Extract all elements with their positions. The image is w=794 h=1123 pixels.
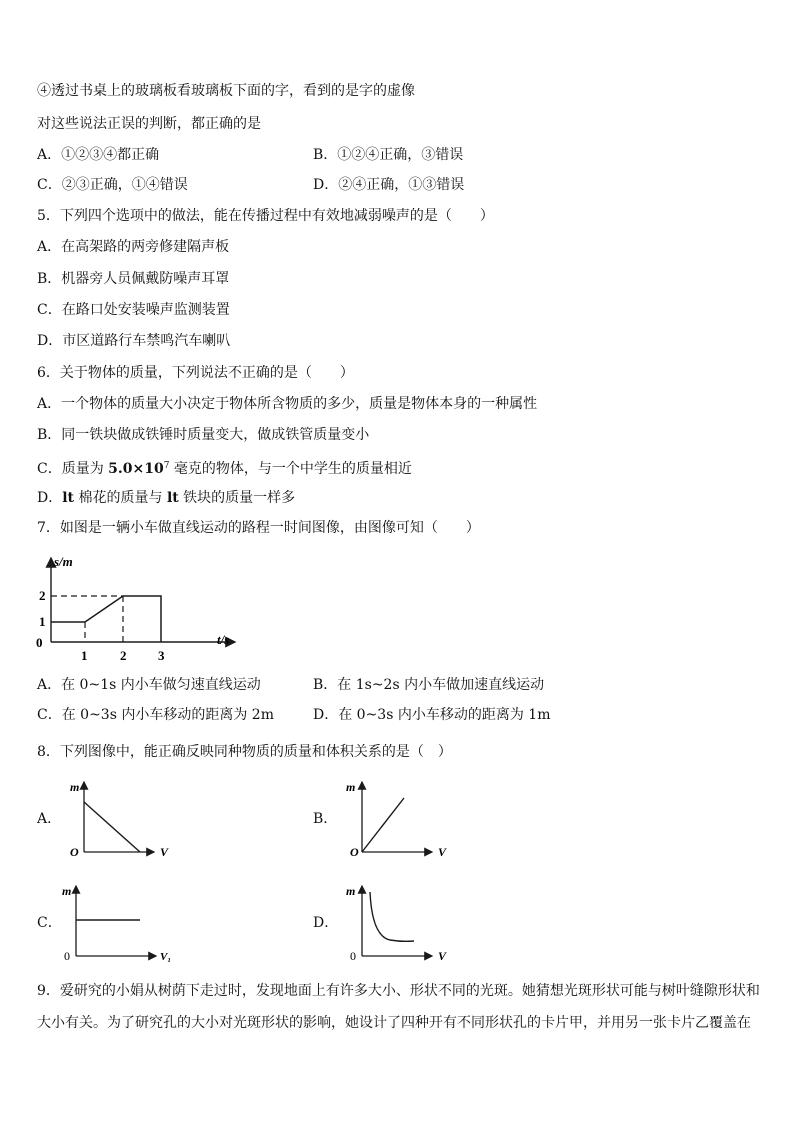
q8a-graph-line bbox=[84, 802, 140, 852]
q8-graph-b bbox=[338, 776, 458, 860]
q7-xtick-2: 2 bbox=[120, 648, 127, 663]
q6-option-a: A．一个物体的质量大小决定于物体所含物质的多少，质量是物体本身的一种属性 bbox=[37, 396, 538, 412]
q4-option-a: A．①②③④都正确 bbox=[37, 147, 160, 163]
q7-xtick-1: 1 bbox=[81, 648, 88, 663]
q7-option-d: D．在 0~3s 内小车移动的距离为 1m bbox=[313, 707, 551, 723]
q8-graph-d bbox=[338, 880, 458, 964]
q8c-y-label: m bbox=[62, 884, 72, 898]
q7-option-c: C．在 0~3s 内小车移动的距离为 2m bbox=[37, 707, 274, 723]
q6-option-d-pre: D． bbox=[37, 490, 63, 506]
q8-stem: 8．下列图像中，能正确反映同种物质的质量和体积关系的是（ ） bbox=[37, 744, 452, 760]
q7-graph bbox=[30, 552, 250, 666]
q4-item4: ④透过书桌上的玻璃板看玻璃板下面的字，看到的是字的虚像 bbox=[37, 83, 415, 99]
q8d-origin: 0 bbox=[350, 949, 356, 963]
q6-option-c bbox=[37, 457, 412, 478]
q5-option-a: A．在高架路的两旁修建隔声板 bbox=[37, 239, 230, 255]
q7-xtick-3: 3 bbox=[158, 648, 165, 663]
q6-option-c-post: 毫克的物体，与一个中学生的质量相近 bbox=[169, 461, 412, 477]
q8c-origin: 0 bbox=[64, 949, 70, 963]
q8b-graph-line bbox=[362, 798, 404, 852]
q7-x-label: t/s bbox=[217, 632, 230, 647]
q7-ytick-1: 1 bbox=[39, 614, 46, 629]
q5-option-d: D．市区道路行车禁鸣汽车喇叭 bbox=[37, 333, 231, 349]
q6-option-d-unit1: lt bbox=[62, 490, 75, 506]
q6-option-d-post: 铁块的质量一样多 bbox=[178, 490, 296, 506]
q8d-x-label: V bbox=[438, 949, 447, 963]
q4-option-b: B．①②④正确，③错误 bbox=[313, 147, 464, 163]
q5-stem: 5．下列四个选项中的做法，能在传播过程中有效地减弱噪声的是（ ） bbox=[37, 208, 494, 224]
q7-ytick-2: 2 bbox=[39, 588, 46, 603]
q8d-y-label: m bbox=[346, 884, 356, 898]
q8a-x-label: V bbox=[160, 845, 169, 859]
q9-line-2: 大小有关。为了研究孔的大小对光斑形状的影响，她设计了四种开有不同形状孔的卡片甲，并用另一张卡片乙覆盖在 bbox=[37, 1015, 751, 1031]
q9-line-1: 9．爱研究的小娟从树荫下走过时，发现地面上有许多大小、形状不同的光斑。她猜想光斑形状可能与树叶缝隙形状和 bbox=[37, 983, 760, 999]
q6-option-b: B．同一铁块做成铁锤时质量变大，做成铁管质量变小 bbox=[37, 427, 370, 443]
q8-label-a: A． bbox=[37, 811, 62, 827]
q8b-y-label: m bbox=[346, 780, 356, 794]
q8a-origin: O bbox=[70, 845, 79, 859]
q8-graph-a bbox=[62, 776, 182, 860]
q6-stem: 6．关于物体的质量，下列说法不正确的是（ ） bbox=[37, 365, 354, 381]
q8b-x-label: V bbox=[438, 845, 447, 859]
q6-option-c-number: 5.0×10 bbox=[108, 461, 164, 477]
q5-option-b: B．机器旁人员佩戴防噪声耳罩 bbox=[37, 271, 230, 287]
q8a-y-label: m bbox=[70, 780, 80, 794]
q7-stem: 7．如图是一辆小车做直线运动的路程一时间图像，由图像可知（ ） bbox=[37, 520, 480, 536]
q8-label-d: D． bbox=[313, 915, 339, 931]
q6-option-d bbox=[37, 489, 295, 507]
q7-origin: 0 bbox=[36, 635, 43, 650]
q7-option-a: A．在 0~1s 内小车做匀速直线运动 bbox=[37, 677, 261, 693]
q8-label-b: B． bbox=[313, 811, 338, 827]
q8-label-c: C． bbox=[37, 915, 62, 931]
q8b-origin: O bbox=[350, 845, 359, 859]
q8-graph-c bbox=[56, 880, 176, 964]
q8d-graph-curve bbox=[370, 892, 414, 941]
q7-option-b: B．在 1s~2s 内小车做加速直线运动 bbox=[313, 677, 545, 693]
q5-option-c: C．在路口处安装噪声监测装置 bbox=[37, 302, 230, 318]
q8c-x-label: V₁ bbox=[160, 951, 172, 963]
q4-option-d: D．②④正确，①③错误 bbox=[313, 177, 465, 193]
q6-option-c-pre: C．质量为 bbox=[37, 461, 109, 477]
q6-option-d-mid: 棉花的质量与 bbox=[74, 490, 167, 506]
q6-option-d-unit2: lt bbox=[166, 490, 179, 506]
q4-stem: 对这些说法正误的判断，都正确的是 bbox=[37, 116, 261, 132]
q7-y-label: s/m bbox=[54, 554, 73, 569]
q4-option-c: C．②③正确，①④错误 bbox=[37, 177, 188, 193]
q6-option-c-exponent: 7 bbox=[163, 461, 170, 471]
q7-graph-line bbox=[51, 596, 161, 642]
